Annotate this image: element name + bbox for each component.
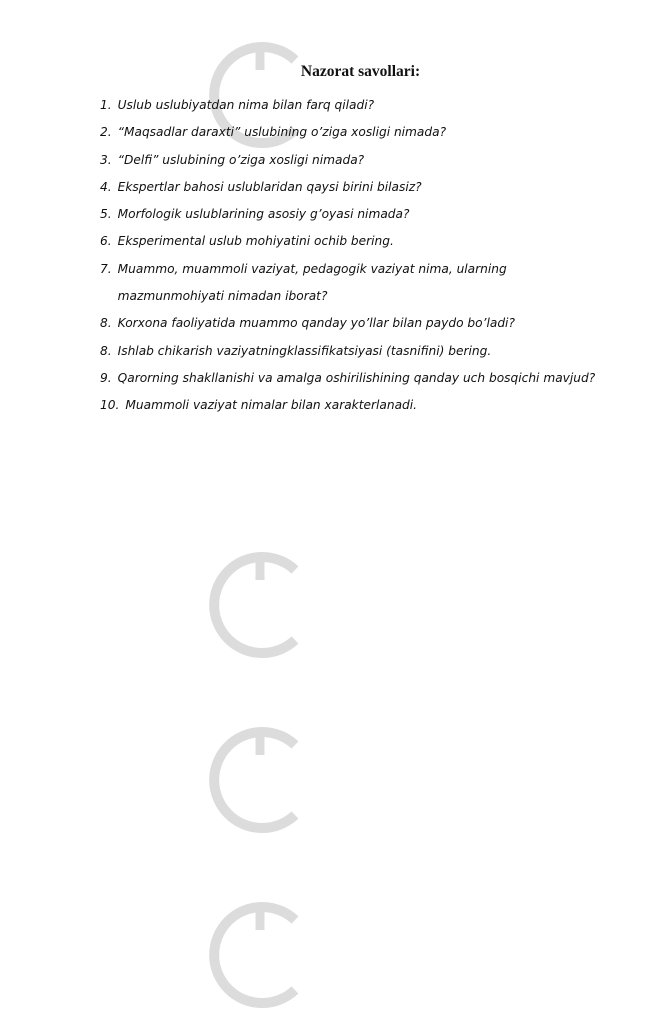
question-number: 9. — [100, 370, 112, 385]
question-number: 8. — [100, 316, 112, 331]
question-text: Morfologik uslublarining asosiy g’oyasi nimada? — [117, 207, 410, 222]
question-text: Eksperimental uslub mohiyatini ochib bering. — [117, 234, 394, 249]
question-text: Muammoli vaziyat nimalar bilan xarakterlanadi. — [125, 398, 418, 413]
question-text: Qarorning shakllanishi va amalga oshirilishining qanday uch bosqichi mavjud? — [117, 370, 596, 385]
question-item — [100, 256, 600, 311]
question-item — [100, 365, 600, 392]
question-number: 5. — [100, 207, 112, 222]
watermark-icon — [200, 900, 310, 1010]
question-item — [100, 174, 600, 201]
question-text: Muammo, muammoli vaziyat, pedagogik vaziyat nima, ularning mazmunmohiyati nimadan iborat? — [117, 261, 507, 304]
question-text: Ishlab chikarish vaziyatningklassifikatsiyasi (tasnifini) bering. — [117, 343, 492, 358]
question-text: Korxona faoliyatida muammo qanday yo’llar bilan paydo bo’ladi? — [117, 316, 515, 331]
question-number: 1. — [100, 98, 112, 112]
question-number: 4. — [100, 179, 112, 194]
question-text: “Delfi” uslubining o’ziga xosligi nimada? — [117, 152, 365, 167]
question-number: 8. — [100, 343, 112, 358]
page-title: Nazorat savollari: — [300, 63, 421, 80]
question-number: 6. — [100, 234, 112, 249]
question-list — [100, 92, 600, 420]
watermark-icon — [200, 550, 310, 660]
question-text: Ekspertlar bahosi uslublaridan qaysi birini bilasiz? — [117, 179, 422, 194]
question-item — [100, 201, 600, 228]
question-number: 7. — [100, 261, 112, 276]
watermark-icon — [200, 725, 310, 835]
question-item — [100, 338, 600, 365]
question-item — [100, 92, 600, 119]
question-item — [100, 392, 600, 419]
question-text: Uslub uslubiyatdan nima bilan farq qiladi? — [117, 98, 375, 112]
question-item — [100, 228, 600, 255]
question-number: 2. — [100, 125, 112, 140]
question-item — [100, 119, 600, 146]
question-item — [100, 147, 600, 174]
question-item — [100, 310, 600, 337]
question-text: “Maqsadlar daraxti” uslubining o’ziga xosligi nimada? — [117, 125, 447, 140]
question-number: 10. — [100, 398, 120, 413]
question-number: 3. — [100, 152, 112, 167]
